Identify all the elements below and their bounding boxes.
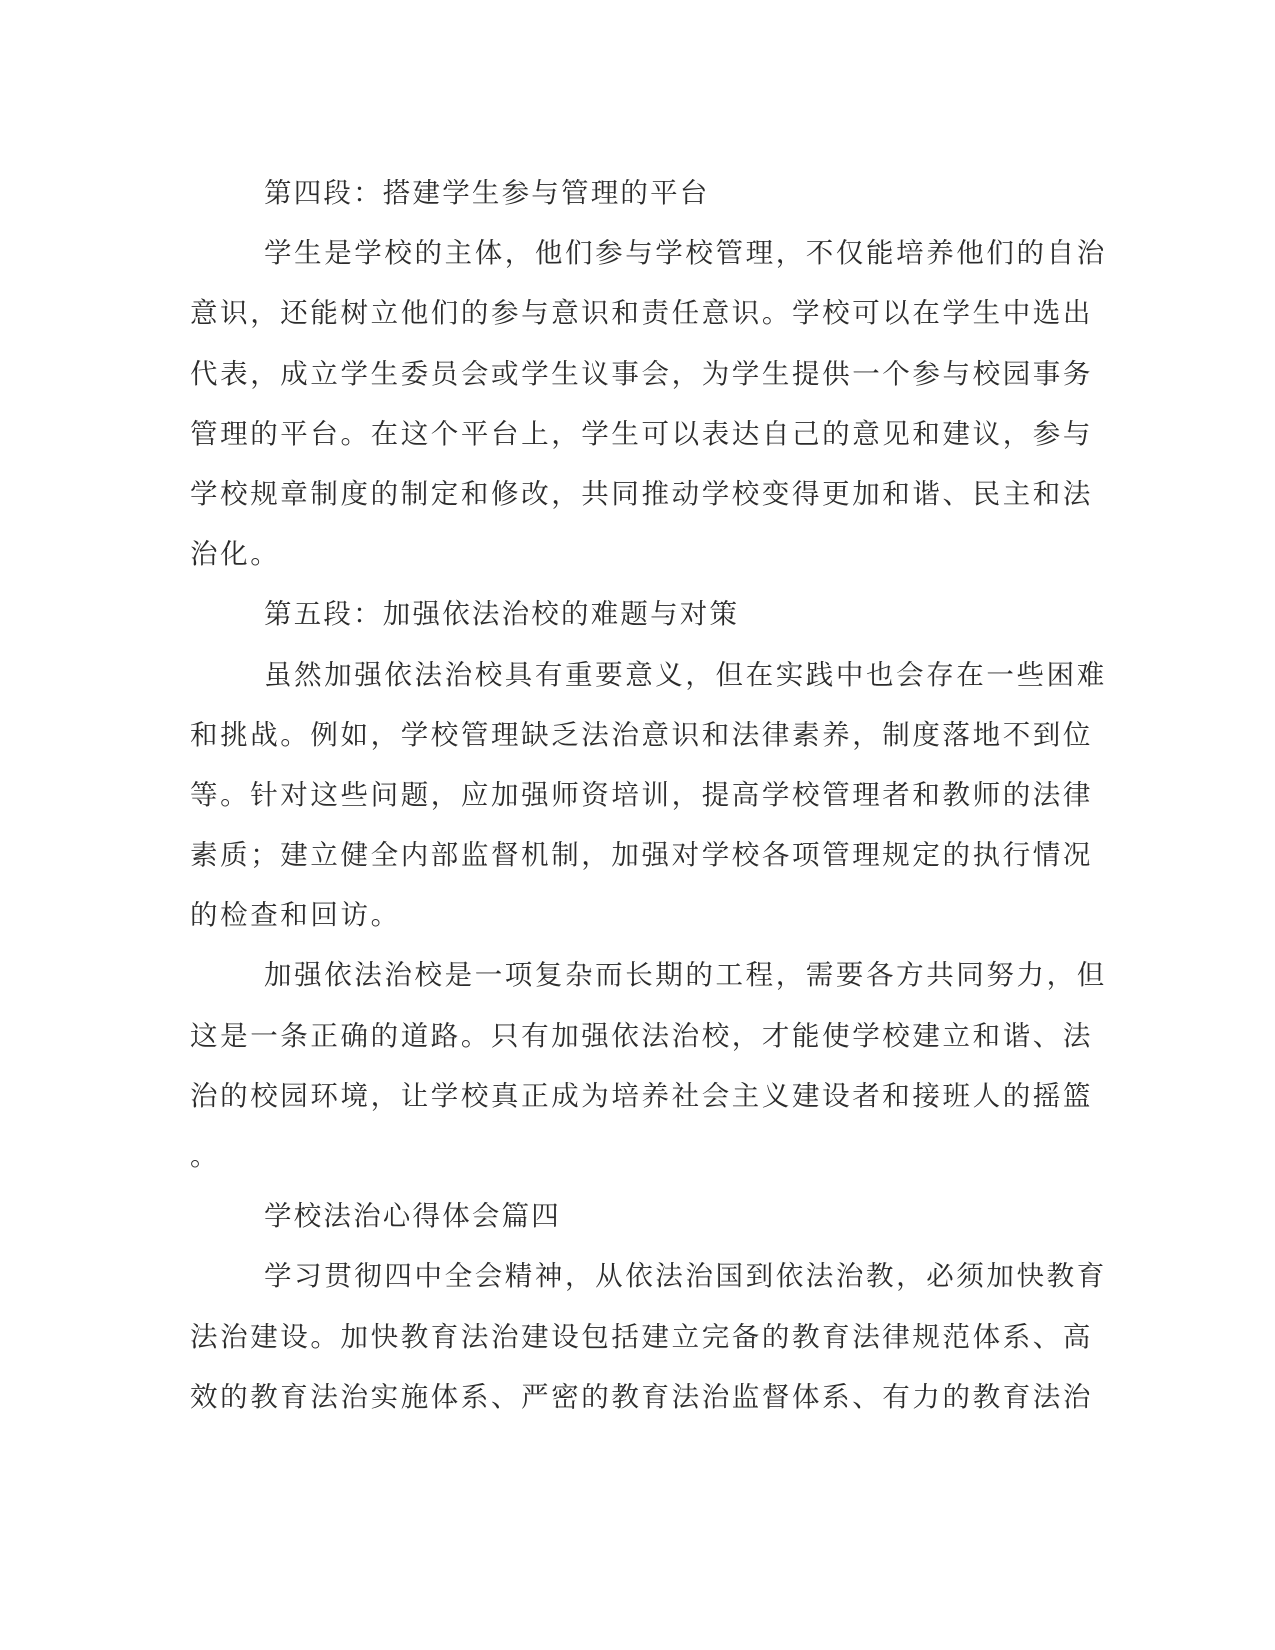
- text-line: 治的校园环境，让学校真正成为培养社会主义建设者和接班人的摇篮: [190, 1079, 1093, 1112]
- paragraph: [190, 645, 1107, 946]
- text-line: 学生是学校的主体，他们参与学校管理，不仅能培养他们的自治: [264, 237, 1107, 270]
- text-line: 治化。: [190, 538, 281, 571]
- text-line: 学校规章制度的制定和修改，共同推动学校变得更加和谐、民主和法: [190, 477, 1093, 510]
- text-line: 这是一条正确的道路。只有加强依法治校，才能使学校建立和谐、法: [190, 1019, 1093, 1052]
- paragraph: [190, 223, 1107, 584]
- text-line: 虽然加强依法治校具有重要意义，但在实践中也会存在一些困难: [264, 658, 1107, 691]
- text-line: 。: [190, 1140, 221, 1172]
- text-line: 意识，还能树立他们的参与意识和责任意识。学校可以在学生中选出: [190, 297, 1093, 330]
- text-line: 等。针对这些问题，应加强师资培训，提高学校管理者和教师的法律: [190, 778, 1093, 811]
- section-heading: 第五段：加强依法治校的难题与对策: [264, 598, 740, 631]
- document-body: [190, 163, 1107, 1427]
- text-line: 管理的平台。在这个平台上，学生可以表达自己的意见和建议，参与: [190, 417, 1093, 450]
- text-line: 加强依法治校是一项复杂而长期的工程，需要各方共同努力，但: [264, 959, 1107, 992]
- section-heading: 第四段：搭建学生参与管理的平台: [264, 177, 710, 209]
- text-line: 的检查和回访。: [190, 899, 401, 932]
- text-line: 法治建设。加快教育法治建设包括建立完备的教育法律规范体系、高: [190, 1320, 1093, 1353]
- paragraph: [190, 1246, 1107, 1427]
- text-line: 学习贯彻四中全会精神，从依法治国到依法治教，必须加快教育: [264, 1260, 1107, 1293]
- paragraph: [190, 945, 1107, 1186]
- article-title: 学校法治心得体会篇四: [264, 1200, 561, 1233]
- text-line: 素质；建立健全内部监督机制，加强对学校各项管理规定的执行情况: [190, 839, 1093, 872]
- text-line: 效的教育法治实施体系、严密的教育法治监督体系、有力的教育法治: [190, 1380, 1093, 1413]
- text-line: 代表，成立学生委员会或学生议事会，为学生提供一个参与校园事务: [190, 357, 1093, 390]
- text-line: 和挑战。例如，学校管理缺乏法治意识和法律素养，制度落地不到位: [190, 718, 1093, 751]
